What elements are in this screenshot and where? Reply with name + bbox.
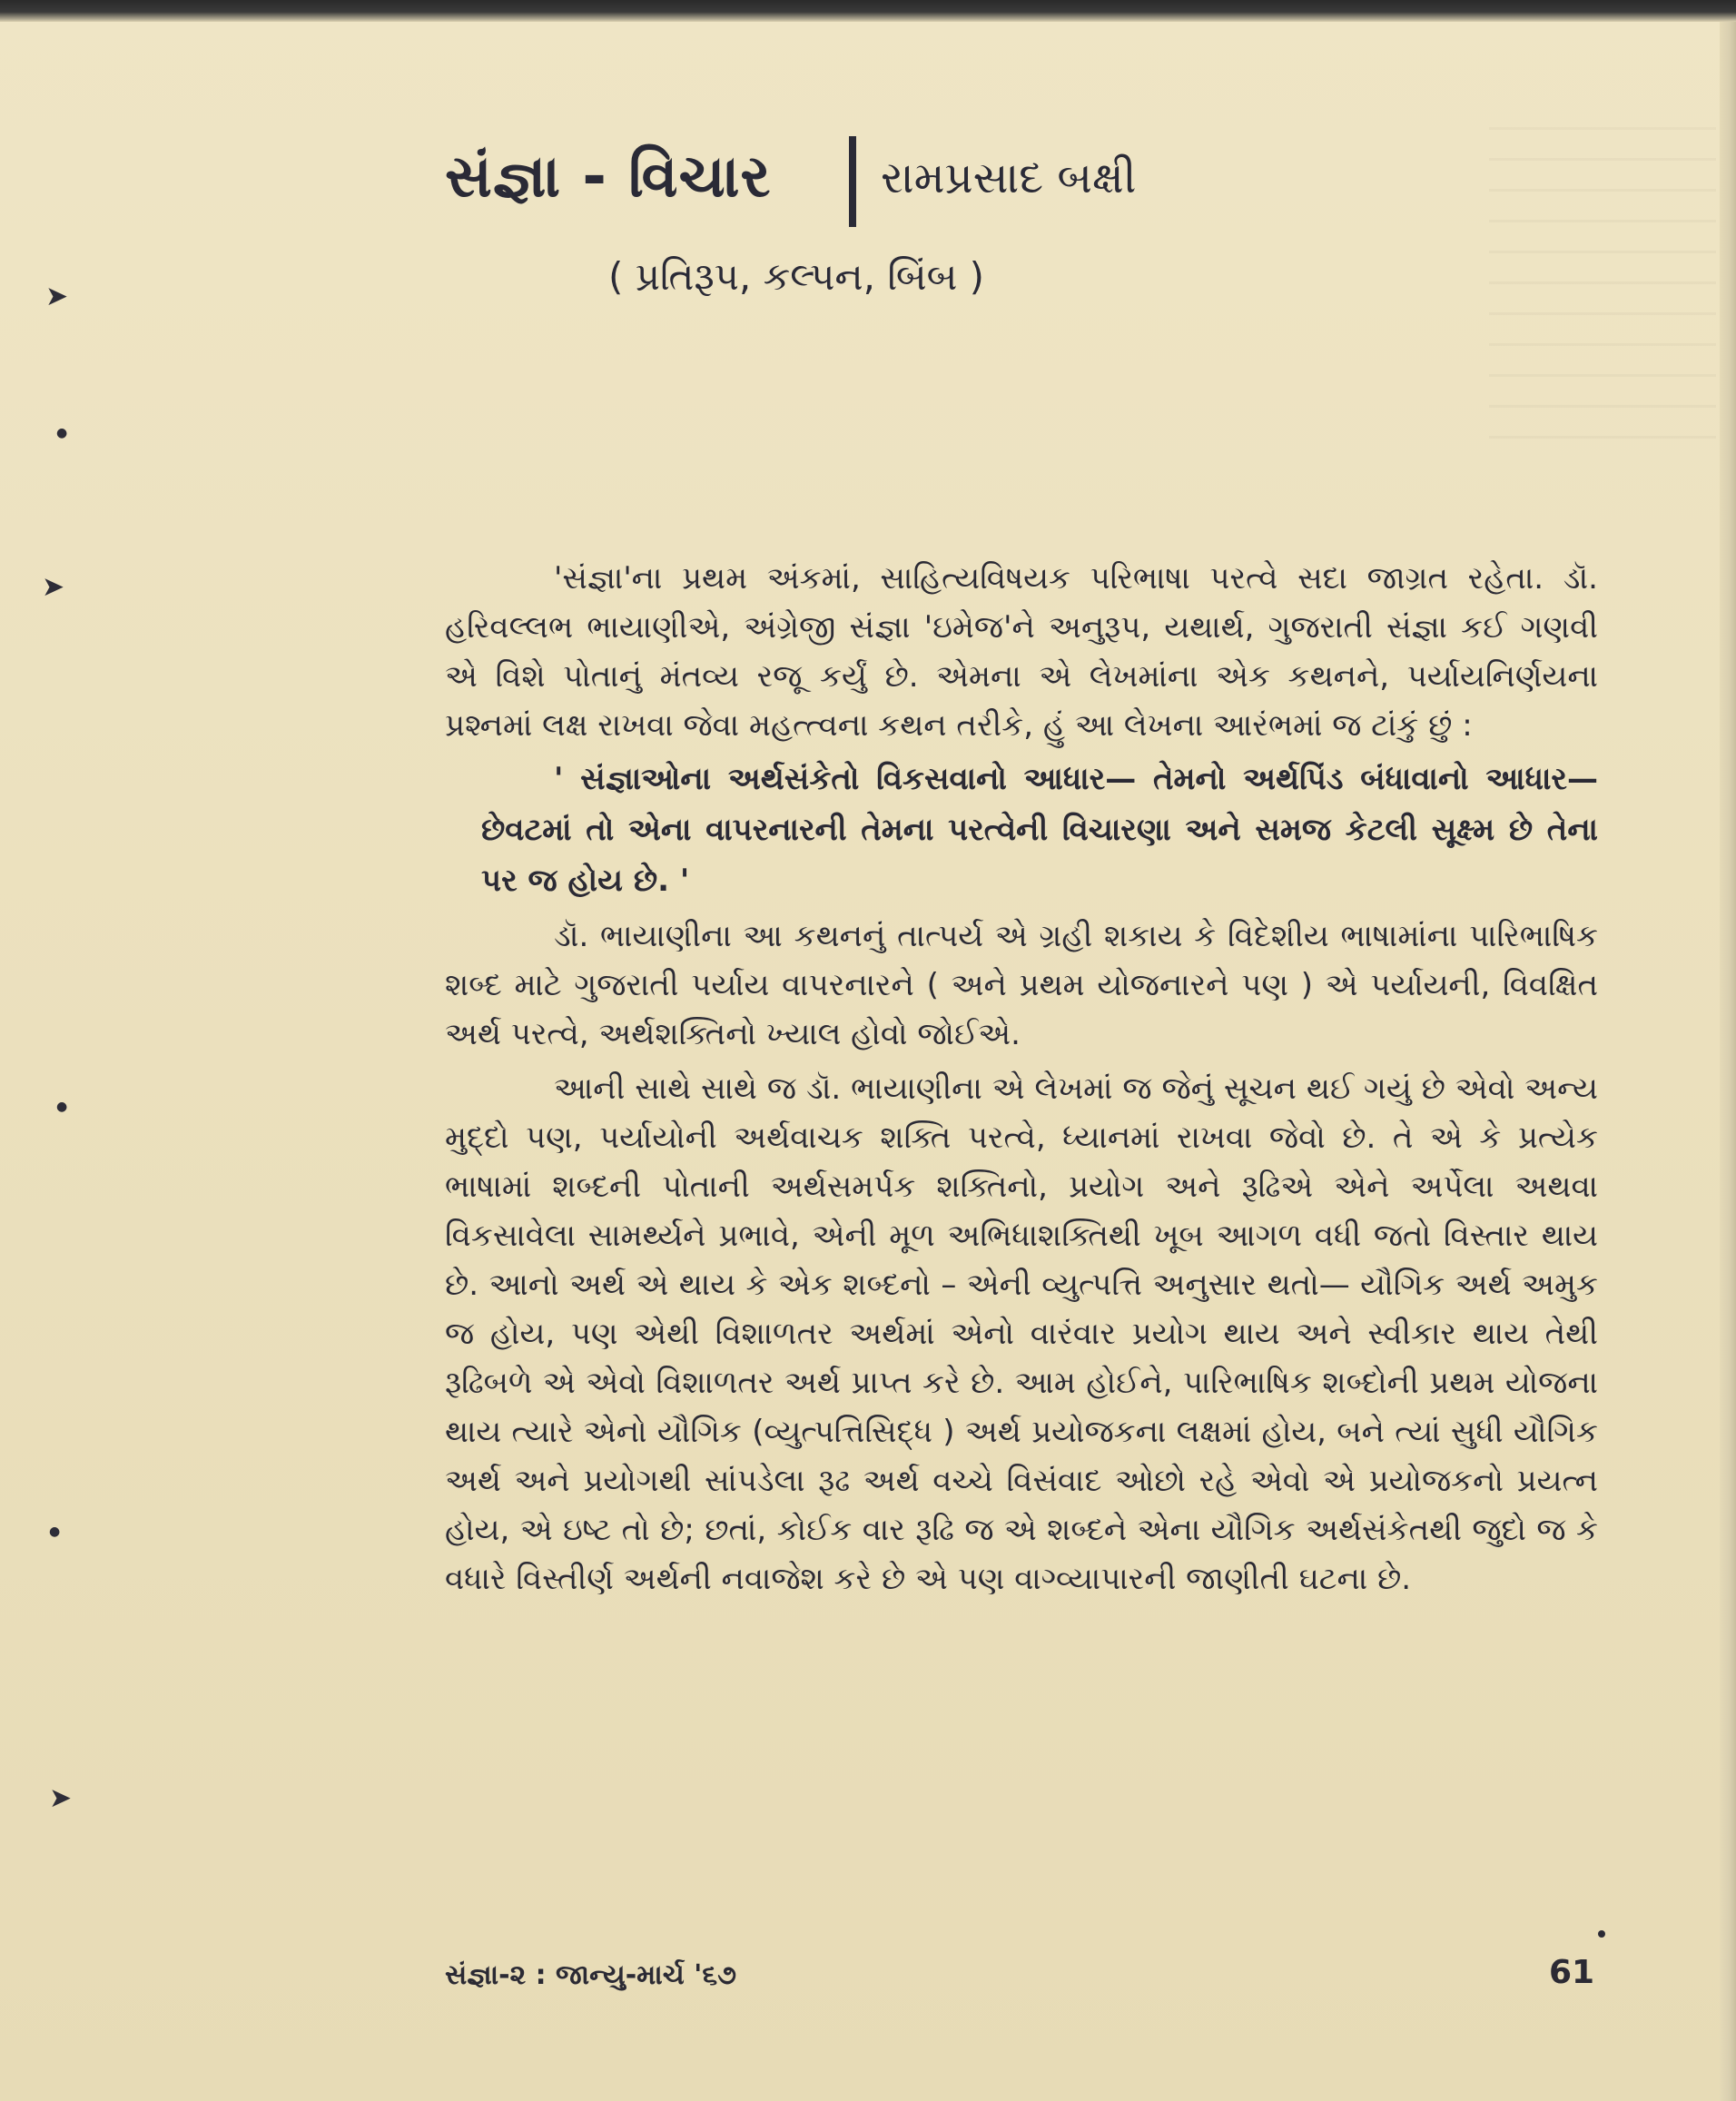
page-top-edge bbox=[0, 0, 1736, 22]
binding-mark-dot: ● bbox=[49, 1524, 61, 1539]
article-body bbox=[445, 554, 1598, 1603]
paragraph-2: ડૉ. ભાયાણીના આ કથનનું તાત્પર્ય એ ગ્રહી શકાય કે વિદેશીય ભાષામાંના પારિભાષિક શબ્દ માટે ગુજરાતી પર્યાય વાપરનારને ( અને પ્રથમ યોજનારને પણ ) એ પર્યાયની, વિવક્ષિત અર્થ પરત્વે, અર્થશક્તિનો ખ્યાલ હોવો જોઈએ. bbox=[445, 918, 1598, 1052]
binding-mark-arrow: ➤ bbox=[49, 1782, 73, 1814]
journal-footer: સંજ્ઞા-૨ : જાન્યુ-માર્ચ '૬૭ bbox=[445, 1959, 736, 1991]
title-block bbox=[445, 136, 1262, 236]
page-right-edge bbox=[1720, 22, 1736, 2101]
page-number: 61 bbox=[1549, 1954, 1595, 1991]
article-title: સંજ્ઞા - વિચાર bbox=[445, 143, 772, 211]
binding-mark-arrow: ➤ bbox=[45, 281, 69, 312]
block-quote: ' સંજ્ઞાઓના અર્થસંકેતો વિકસવાનો આધાર— તેમનો અર્થપિંડ બંધાવાનો આધાર— છેવટમાં તો એના વાપરનારની તેમના પરત્વેની વિચારણા અને સમજ કેટલી સૂક્ષ્મ છે તેના પર જ હોય છે. ' bbox=[481, 761, 1598, 899]
article-subtitle: ( પ્રતિરૂપ, કલ્પન, બિંબ ) bbox=[608, 254, 985, 299]
show-through-bleed bbox=[1489, 127, 1716, 454]
binding-mark-dot: ● bbox=[56, 426, 68, 440]
article-author: રામપ્રસાદ બક્ષી bbox=[881, 153, 1137, 203]
margin-dot bbox=[1598, 1930, 1605, 1938]
paragraph-3: આની સાથે સાથે જ ડૉ. ભાયાણીના એ લેખમાં જ જેનું સૂચન થઈ ગયું છે એવો અન્ય મુદ્દો પણ, પર્યાયોની અર્થવાચક શક્તિ પરત્વે, ધ્યાનમાં રાખવા જેવો છે. તે એ કે પ્રત્યેક ભાષામાં શબ્દની પોતાની અર્થસમર્પક શક્તિનો, પ્રયોગ અને રૂઢિએ એને અર્પેલા અથવા વિકસાવેલા સામર્થ્યને પ્રભાવે, એની મૂળ અભિધાશક્તિથી ખૂબ આગળ વધી જતો વિસ્તાર થાય છે. આનો અર્થ એ થાય કે એક શબ્દનો – એની વ્યુત્પત્તિ અનુસાર થતો— યૌગિક અર્થ અમુક જ હોય, પણ એથી વિશાળતર અર્થમાં એનો વારંવાર પ્રયોગ થાય અને સ્વીકાર થાય તેથી રૂઢિબળે એ એવો વિશાળતર અર્થ પ્રાપ્ત કરે છે. આમ હોઈને, પારિભાષિક શબ્દોની પ્રથમ યોજના થાય ત્યારે એનો યૌગિક (વ્યુત્પત્તિસિદ્ધ ) અર્થ પ્રયોજકના લક્ષમાં હોય, બને ત્યાં સુધી યૌગિક અર્થ અને પ્રયોગથી સાંપડેલા રૂઢ અર્થ વચ્ચે વિસંવાદ ઓછો રહે એવો એ પ્રયોજકનો પ્રયત્ન હોય, એ ઇષ્ટ તો છે; છતાં, કોઈક વાર રૂઢિ જ એ શબ્દને એના યૌગિક અર્થસંકેતથી જુદો જ કે વધારે વિસ્તીર્ણ અર્થની નવાજેશ કરે છે એ પણ વાગ્વ્યાપારની જાણીતી ઘટના છે. bbox=[445, 1070, 1598, 1597]
title-divider bbox=[849, 136, 856, 227]
paragraph-1: 'સંજ્ઞા'ના પ્રથમ અંકમાં, સાહિત્યવિષયક પરિભાષા પરત્વે સદા જાગ્રત રહેતા. ડૉ. હરિવલ્લભ ભાયાણીએ, અંગ્રેજી સંજ્ઞા 'ઇમેજ'ને અનુરૂપ, યથાર્થ, ગુજરાતી સંજ્ઞા કઈ ગણવી એ વિશે પોતાનું મંતવ્ય રજૂ કર્યું છે. એમના એ લેખમાંના એક કથનને, પર્યાયનિર્ણયના પ્રશ્નમાં લક્ષ રાખવા જેવા મહત્ત્વના કથન તરીકે, હું આ લેખના આરંભમાં જ ટાંકું છું : bbox=[445, 560, 1598, 744]
binding-mark-dot: ● bbox=[56, 1100, 68, 1114]
binding-mark-arrow: ➤ bbox=[42, 571, 65, 603]
